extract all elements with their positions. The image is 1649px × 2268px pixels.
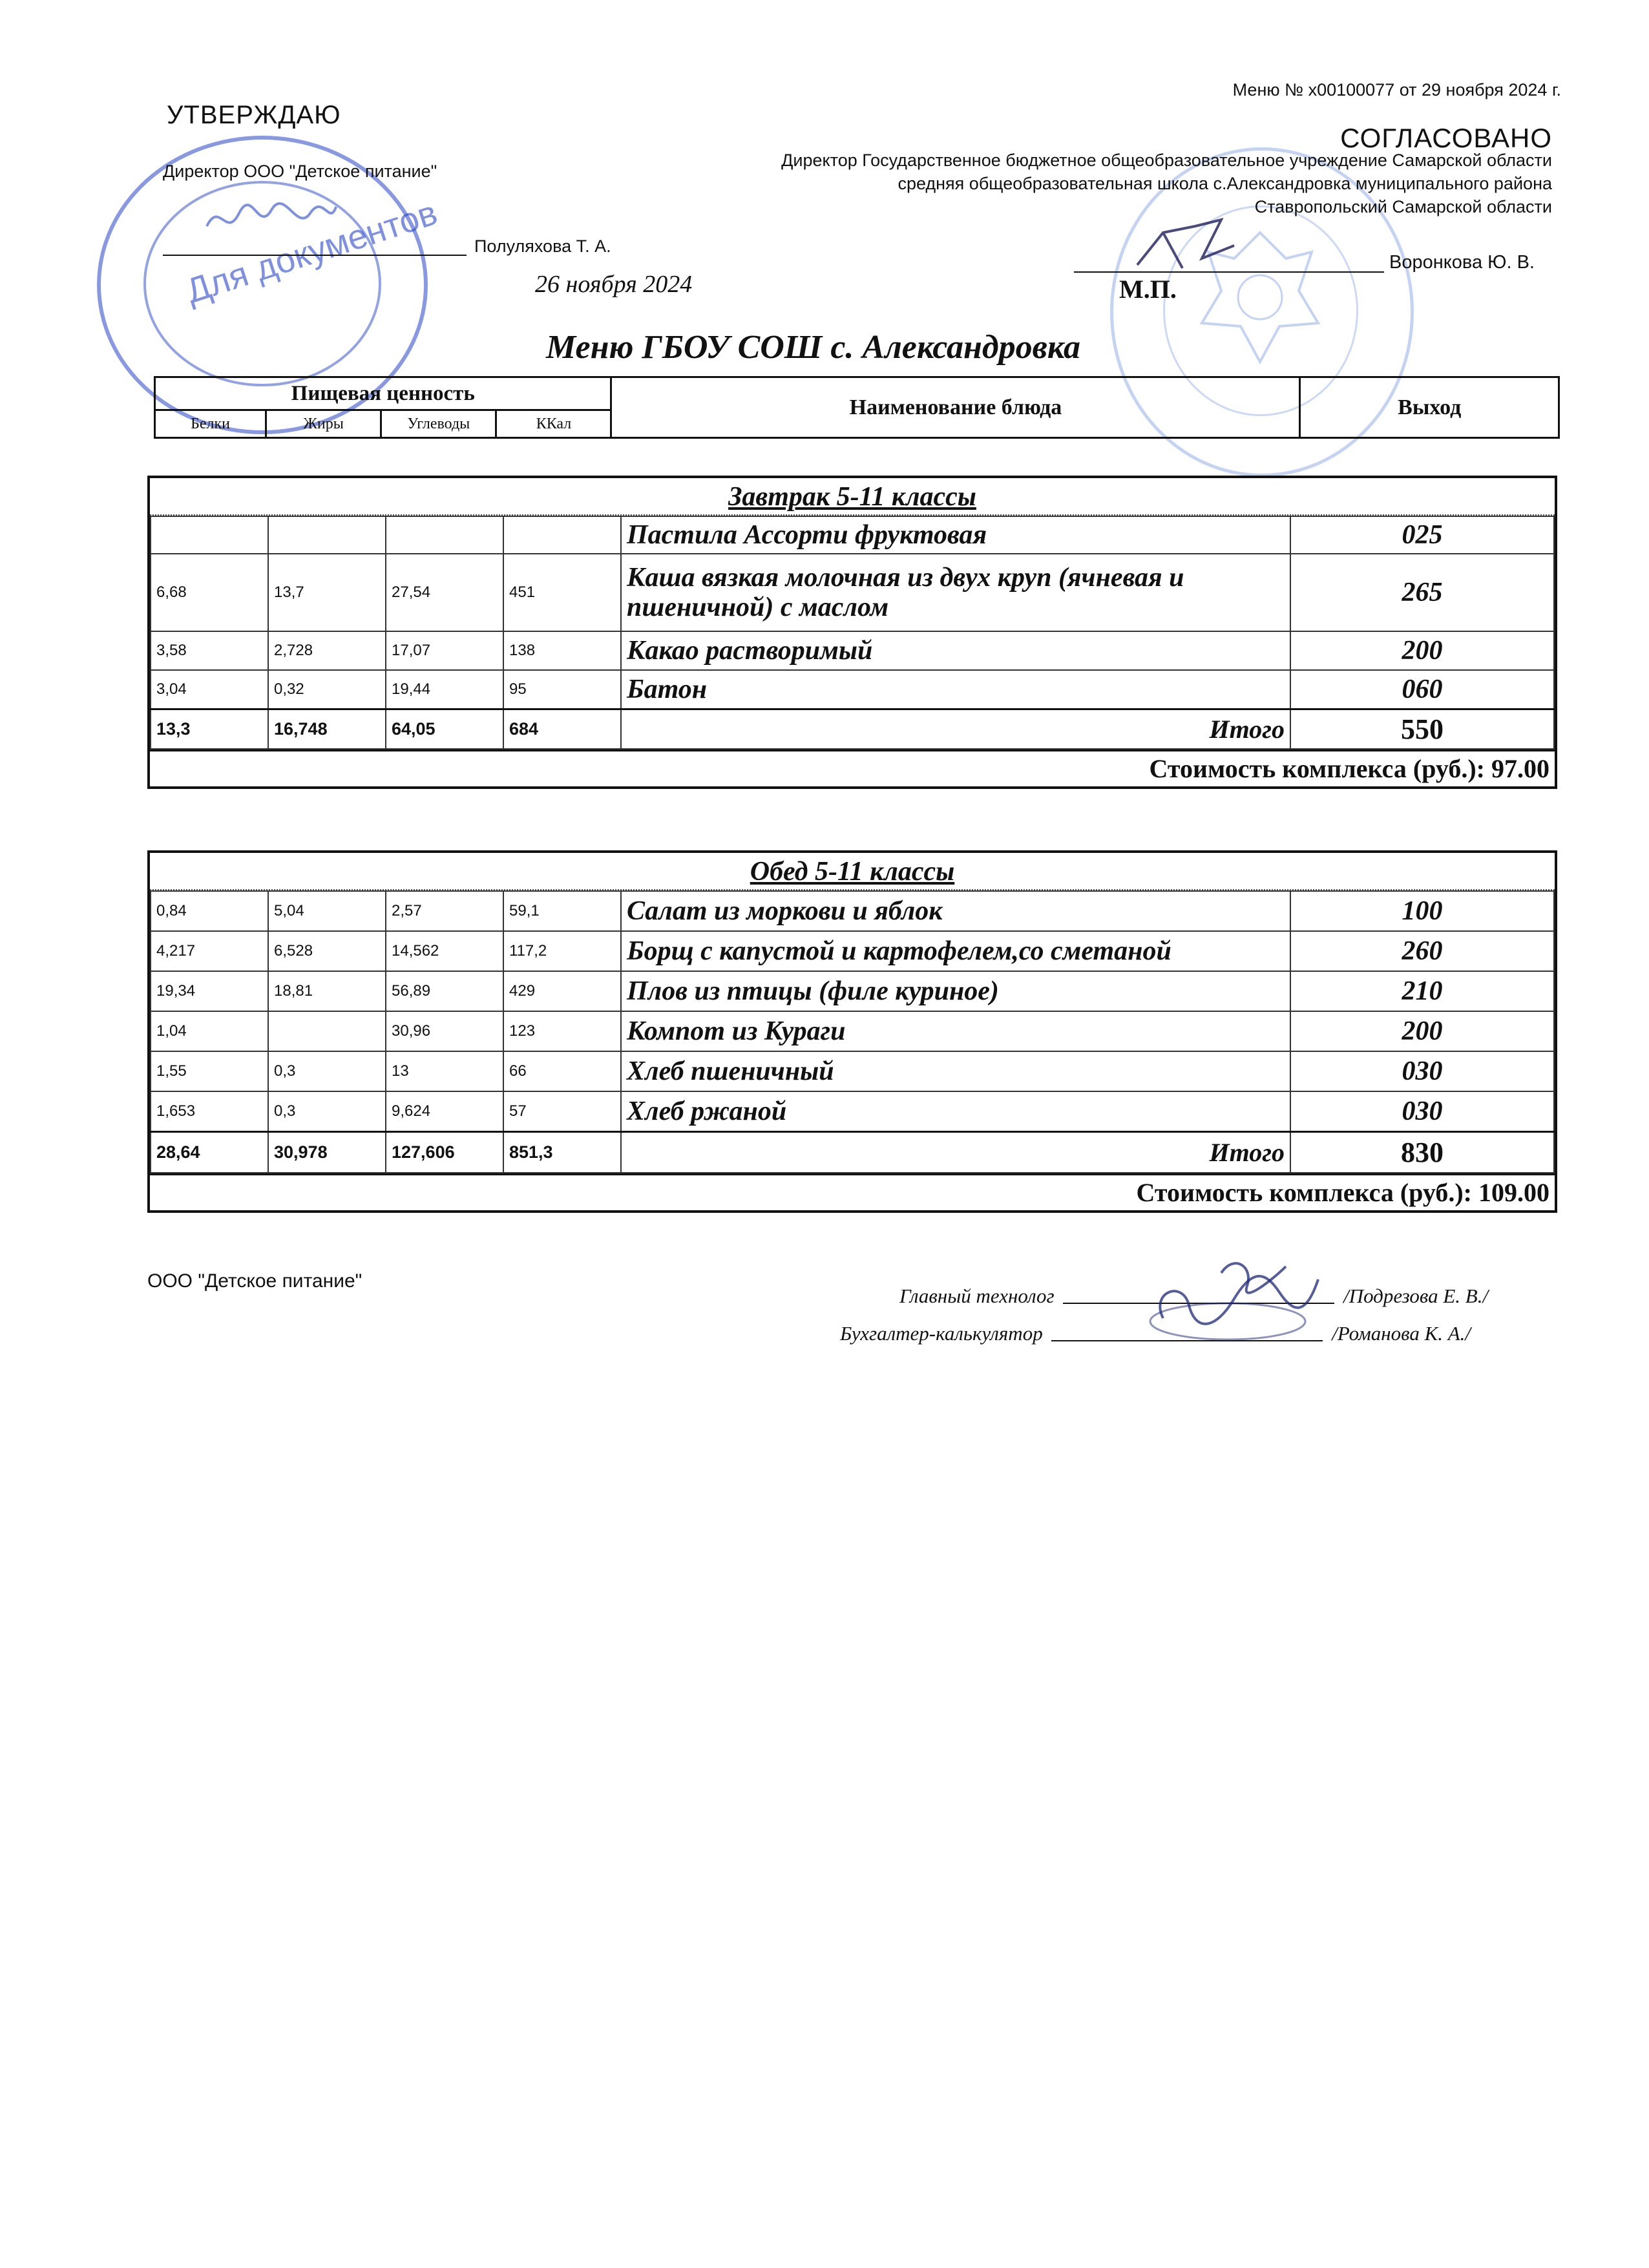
protein-cell: 3,58 (151, 631, 268, 670)
yield-cell: 030 (1290, 1051, 1554, 1091)
kcal-cell: 123 (503, 1011, 621, 1051)
footer-signature-icon (1124, 1254, 1331, 1350)
dish-cell: Хлеб пшеничный (621, 1051, 1290, 1091)
dish-column-header: Наименование блюда (611, 377, 1300, 438)
protein-cell: 6,68 (151, 554, 268, 631)
fat-cell: 2,728 (268, 631, 386, 670)
carbs-cell: 30,96 (386, 1011, 503, 1051)
total-fat: 30,978 (268, 1131, 386, 1173)
carbs-cell: 13 (386, 1051, 503, 1091)
yield-cell: 200 (1290, 1011, 1554, 1051)
kcal-cell: 66 (503, 1051, 621, 1091)
agree-signature-icon (1124, 207, 1254, 278)
kcal-cell: 117,2 (503, 931, 621, 971)
yield-cell: 260 (1290, 931, 1554, 971)
carbs-column-header: Углеводы (381, 410, 496, 438)
breakfast-title: Завтрак 5-11 классы (150, 478, 1555, 516)
total-yield: 550 (1290, 709, 1554, 749)
total-row (151, 709, 1554, 749)
yield-cell: 265 (1290, 554, 1554, 631)
protein-cell: 1,55 (151, 1051, 268, 1091)
breakfast-cost: Стоимость комплекса (руб.): 97.00 (150, 750, 1555, 786)
carbs-cell: 2,57 (386, 891, 503, 931)
protein-cell: 0,84 (151, 891, 268, 931)
protein-cell: 19,34 (151, 971, 268, 1011)
table-row (151, 554, 1554, 631)
total-row (151, 1131, 1554, 1173)
stamp-left-text: Для документов (181, 193, 442, 311)
carbs-cell: 14,562 (386, 931, 503, 971)
dish-cell: Салат из моркови и яблок (621, 891, 1290, 931)
fat-cell: 13,7 (268, 554, 386, 631)
protein-cell (151, 516, 268, 554)
fat-cell: 5,04 (268, 891, 386, 931)
approve-title: УТВЕРЖДАЮ (167, 101, 341, 129)
table-row (151, 1011, 1554, 1051)
protein-cell: 1,04 (151, 1011, 268, 1051)
table-row (151, 1091, 1554, 1131)
approve-signature-icon (200, 194, 342, 246)
agree-title: СОГЛАСОВАНО (1340, 123, 1552, 153)
agree-position: Директор Государственное бюджетное общеобразовательное учреждение Самарской области средняя общеобразовательная школа с.Александровка муниципального района Ставропольский Самарской области (781, 151, 1552, 216)
total-kcal: 684 (503, 709, 621, 749)
dish-cell: Пастила Ассорти фруктовая (621, 516, 1290, 554)
protein-cell: 3,04 (151, 670, 268, 709)
total-fat: 16,748 (268, 709, 386, 749)
total-label: Итого (621, 1131, 1290, 1173)
total-protein: 28,64 (151, 1131, 268, 1173)
dish-cell: Борщ с капустой и картофелем,со сметаной (621, 931, 1290, 971)
fat-cell: 6,528 (268, 931, 386, 971)
menu-number: Меню № x00100077 от 29 ноября 2024 г. (1232, 80, 1561, 100)
carbs-cell: 19,44 (386, 670, 503, 709)
agree-name: Воронкова Ю. В. (1389, 252, 1535, 273)
protein-cell: 4,217 (151, 931, 268, 971)
total-kcal: 851,3 (503, 1131, 621, 1173)
document-title: Меню ГБОУ СОШ с. Александровка (546, 329, 1080, 366)
dish-cell: Батон (621, 670, 1290, 709)
carbs-cell: 56,89 (386, 971, 503, 1011)
yield-column-header: Выход (1300, 377, 1559, 438)
fat-cell (268, 516, 386, 554)
carbs-cell: 27,54 (386, 554, 503, 631)
kcal-cell: 95 (503, 670, 621, 709)
table-row (151, 516, 1554, 554)
kcal-cell: 138 (503, 631, 621, 670)
dish-cell: Хлеб ржаной (621, 1091, 1290, 1131)
kcal-cell: 59,1 (503, 891, 621, 931)
breakfast-table (150, 516, 1555, 750)
table-row (151, 631, 1554, 670)
kcal-cell: 429 (503, 971, 621, 1011)
acct-role: Бухгалтер-калькулятор (840, 1322, 1043, 1345)
yield-cell: 060 (1290, 670, 1554, 709)
mp-label: М.П. (1119, 275, 1177, 304)
tech-name: /Подрезова Е. В./ (1343, 1285, 1489, 1307)
tech-role: Главный технолог (899, 1285, 1055, 1307)
kcal-column-header: ККал (496, 410, 611, 438)
fat-cell: 0,3 (268, 1091, 386, 1131)
total-yield: 830 (1290, 1131, 1554, 1173)
approve-name: Полуляхова Т. А. (474, 236, 611, 256)
protein-column-header: Белки (155, 410, 266, 438)
table-row (151, 891, 1554, 931)
yield-cell: 025 (1290, 516, 1554, 554)
column-header-table (154, 376, 1560, 439)
table-row (151, 1051, 1554, 1091)
nutrition-group-header: Пищевая ценность (155, 377, 611, 410)
total-carbs: 64,05 (386, 709, 503, 749)
footer-company: ООО "Детское питание" (147, 1270, 362, 1292)
fat-column-header: Жиры (266, 410, 381, 438)
dish-cell: Какао растворимый (621, 631, 1290, 670)
fat-cell: 0,32 (268, 670, 386, 709)
yield-cell: 100 (1290, 891, 1554, 931)
table-row (151, 971, 1554, 1011)
carbs-cell (386, 516, 503, 554)
table-row (151, 931, 1554, 971)
total-protein: 13,3 (151, 709, 268, 749)
lunch-title: Обед 5-11 классы (150, 853, 1555, 890)
yield-cell: 210 (1290, 971, 1554, 1011)
lunch-section (147, 850, 1557, 1213)
kcal-cell (503, 516, 621, 554)
kcal-cell: 451 (503, 554, 621, 631)
approve-position: Директор ООО "Детское питание" (163, 162, 437, 181)
yield-cell: 030 (1290, 1091, 1554, 1131)
fat-cell: 18,81 (268, 971, 386, 1011)
dish-cell: Компот из Кураги (621, 1011, 1290, 1051)
kcal-cell: 57 (503, 1091, 621, 1131)
dish-cell: Каша вязкая молочная из двух круп (ячневая и пшеничной) с маслом (621, 554, 1290, 631)
lunch-table (150, 890, 1555, 1173)
breakfast-section (147, 476, 1557, 789)
dish-cell: Плов из птицы (филе куриное) (621, 971, 1290, 1011)
approve-date: 26 ноября 2024 (535, 271, 693, 298)
protein-cell: 1,653 (151, 1091, 268, 1131)
carbs-cell: 9,624 (386, 1091, 503, 1131)
approve-signature-line (163, 255, 467, 256)
table-row (151, 670, 1554, 709)
yield-cell: 200 (1290, 631, 1554, 670)
carbs-cell: 17,07 (386, 631, 503, 670)
lunch-cost: Стоимость комплекса (руб.): 109.00 (150, 1173, 1555, 1210)
total-label: Итого (621, 709, 1290, 749)
total-carbs: 127,606 (386, 1131, 503, 1173)
fat-cell: 0,3 (268, 1051, 386, 1091)
acct-name: /Романова К. А./ (1332, 1322, 1471, 1345)
fat-cell (268, 1011, 386, 1051)
